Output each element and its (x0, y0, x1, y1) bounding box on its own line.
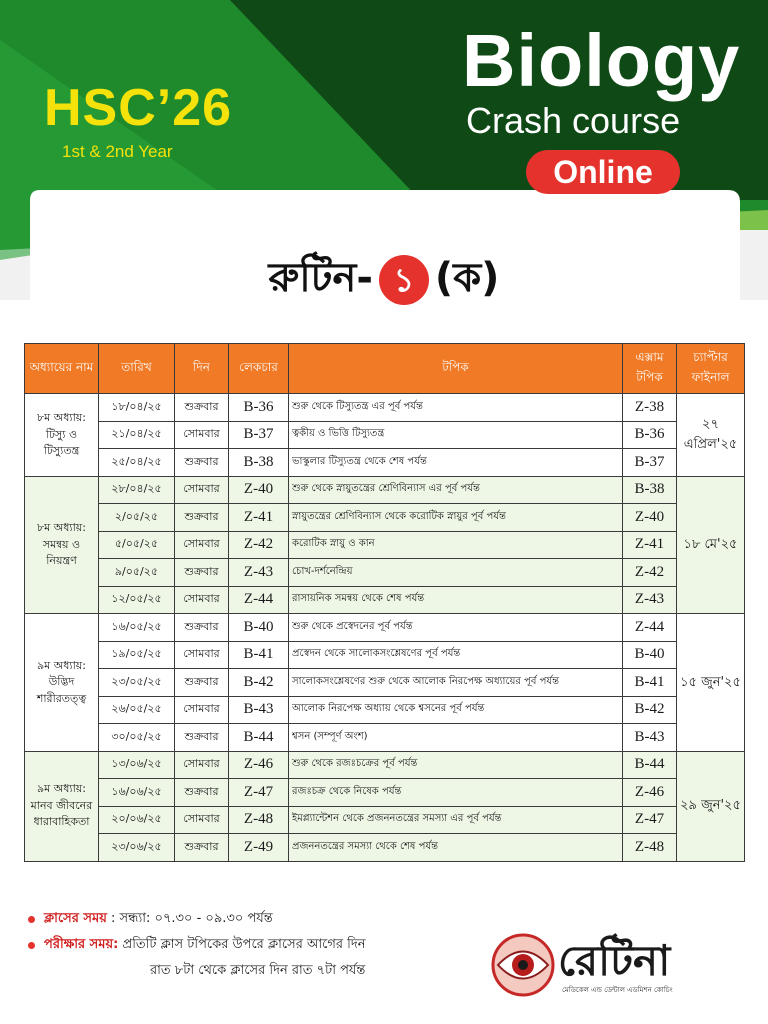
routine-prefix: রুটিন- (268, 255, 373, 301)
course-title: Crash course (466, 100, 681, 141)
exam-time-label: পরীক্ষার সময়: (44, 937, 119, 952)
table-row (25, 669, 745, 697)
header-chapter-final: চ্যাপ্টার ফাইনাল (677, 344, 745, 394)
exam-time-value: প্রতিটি ক্লাস টপিকের উপরে ক্লাসের আগের দিন (122, 937, 366, 952)
day-cell: শুক্রবার (175, 669, 229, 697)
date-cell: ২০/০৬/২৫ (99, 806, 175, 834)
lecture-cell: B-41 (229, 641, 289, 669)
topic-cell: শুরু থেকে প্রস্বেদনের পূর্ব পর্যন্ত (289, 614, 623, 642)
eye-icon (488, 930, 558, 1000)
table-row (25, 779, 745, 807)
table-header-row (25, 344, 745, 394)
table-row (25, 586, 745, 614)
lecture-cell: B-38 (229, 449, 289, 477)
routine-number-badge: ১ (379, 255, 429, 305)
header-date: তারিখ (99, 344, 175, 394)
header-lecture: লেকচার (229, 344, 289, 394)
date-cell: ১৬/০৫/২৫ (99, 614, 175, 642)
lecture-cell: B-37 (229, 421, 289, 449)
lecture-cell: B-42 (229, 669, 289, 697)
table-row (25, 724, 745, 752)
topic-cell: ইমপ্ল্যান্টেশন থেকে প্রজননতন্ত্রের সমস্যা এর পূর্ব পর্যন্ত (289, 806, 623, 834)
day-cell: সোমবার (175, 806, 229, 834)
table-row (25, 614, 745, 642)
class-time-note (28, 906, 478, 932)
subject-title (462, 18, 740, 103)
date-cell: ৯/০৫/২৫ (99, 559, 175, 587)
chapter-final-cell: ২৯ জুন'২৫ (677, 751, 745, 861)
topic-cell: শ্বসন (সম্পূর্ণ অংশ) (289, 724, 623, 752)
topic-cell: রজঃচক্র থেকে নিষেক পর্যন্ত (289, 779, 623, 807)
day-cell: সোমবার (175, 531, 229, 559)
topic-cell: শুরু থেকে টিস্যুতন্ত্র এর পূর্ব পর্যন্ত (289, 394, 623, 422)
lecture-cell: Z-47 (229, 779, 289, 807)
date-cell: ১৬/০৬/২৫ (99, 779, 175, 807)
exam-topic-cell: Z-43 (623, 586, 677, 614)
day-cell: শুক্রবার (175, 449, 229, 477)
header-topic: টপিক (289, 344, 623, 394)
table-row (25, 806, 745, 834)
table-row (25, 641, 745, 669)
day-cell: সোমবার (175, 421, 229, 449)
chapter-cell: ৯ম অধ্যায়: মানব জীবনের ধারাবাহিকতা (25, 751, 99, 861)
table-row (25, 421, 745, 449)
lecture-cell: Z-43 (229, 559, 289, 587)
lecture-cell: Z-41 (229, 504, 289, 532)
table-row (25, 504, 745, 532)
table-row (25, 559, 745, 587)
topic-cell: প্রস্বেদন থেকে সালোকসংশ্লেষণের পূর্ব পর্যন্ত (289, 641, 623, 669)
topic-cell: ত্বকীয় ও ভিত্তি টিস্যুতন্ত্র (289, 421, 623, 449)
chapter-cell: ৯ম অধ্যায়: উদ্ভিদ শারীরতত্ত্ব (25, 614, 99, 752)
lecture-cell: Z-46 (229, 751, 289, 779)
lecture-cell: Z-49 (229, 834, 289, 862)
chapter-final-cell: ২৭ এপ্রিল'২৫ (677, 394, 745, 477)
date-cell: ১৮/০৪/২৫ (99, 394, 175, 422)
chapter-cell: ৮ম অধ্যায়: সমন্বয় ও নিয়ন্ত্রণ (25, 476, 99, 614)
topic-cell: শুরু থেকে স্নায়ুতন্ত্রের শ্রেণিবিন্যাস এর পূর্ব পর্যন্ত (289, 476, 623, 504)
table-row (25, 531, 745, 559)
logo-tagline: মেডিকেল এন্ড ডেন্টাল এডমিশন কোচিং (562, 986, 673, 994)
exam-topic-cell: B-38 (623, 476, 677, 504)
day-cell: শুক্রবার (175, 559, 229, 587)
table-row (25, 751, 745, 779)
date-cell: ২৩/০৫/২৫ (99, 669, 175, 697)
date-cell: ২৬/০৫/২৫ (99, 696, 175, 724)
date-cell: ১৩/০৬/২৫ (99, 751, 175, 779)
exam-topic-cell: Z-42 (623, 559, 677, 587)
routine-title (0, 246, 768, 313)
logo-name: রেটিনা (558, 936, 671, 985)
exam-topic-cell: Z-47 (623, 806, 677, 834)
day-cell: সোমবার (175, 586, 229, 614)
chapter-final-cell: ১৮ মে'২৫ (677, 476, 745, 614)
day-cell: শুক্রবার (175, 834, 229, 862)
topic-cell: চোখ-দর্শনেন্দ্রিয় (289, 559, 623, 587)
topic-cell: শুরু থেকে রজঃচক্রের পূর্ব পর্যন্ত (289, 751, 623, 779)
date-cell: ১৯/০৫/২৫ (99, 641, 175, 669)
exam-time-note (28, 932, 478, 984)
table-row (25, 476, 745, 504)
lecture-cell: B-40 (229, 614, 289, 642)
header-chapter: অধ্যায়ের নাম (25, 344, 99, 394)
day-cell: শুক্রবার (175, 779, 229, 807)
day-cell: সোমবার (175, 751, 229, 779)
exam-topic-cell: B-43 (623, 724, 677, 752)
lecture-cell: Z-48 (229, 806, 289, 834)
exam-topic-cell: Z-48 (623, 834, 677, 862)
day-cell: সোমবার (175, 641, 229, 669)
exam-topic-cell: B-36 (623, 421, 677, 449)
exam-topic-cell: Z-41 (623, 531, 677, 559)
day-cell: শুক্রবার (175, 614, 229, 642)
header-exam-topic: এক্সাম টপিক (623, 344, 677, 394)
exam-title: HSC’26 (44, 79, 233, 137)
exam-topic-cell: B-42 (623, 696, 677, 724)
class-time-value: : সন্ধ্যা: ০৭.৩০ - ০৯.৩০ পর্যন্ত (111, 911, 273, 926)
table-row (25, 696, 745, 724)
online-badge: Online (526, 150, 680, 194)
topic-cell: প্রজননতন্ত্রের সমস্যা থেকে শেষ পর্যন্ত (289, 834, 623, 862)
topic-cell: করোটিক স্নায়ু ও কান (289, 531, 623, 559)
day-cell: শুক্রবার (175, 394, 229, 422)
date-cell: ৫/০৫/২৫ (99, 531, 175, 559)
date-cell: ২/০৫/২৫ (99, 504, 175, 532)
lecture-cell: Z-42 (229, 531, 289, 559)
lecture-cell: Z-40 (229, 476, 289, 504)
topic-cell: ভাস্কুলার টিস্যুতন্ত্র থেকে শেষ পর্যন্ত (289, 449, 623, 477)
day-cell: সোমবার (175, 476, 229, 504)
chapter-final-cell: ১৫ জুন'২৫ (677, 614, 745, 752)
header-day: দিন (175, 344, 229, 394)
lecture-cell: Z-44 (229, 586, 289, 614)
date-cell: ২৫/০৪/২৫ (99, 449, 175, 477)
lecture-cell: B-44 (229, 724, 289, 752)
date-cell: ২১/০৪/২৫ (99, 421, 175, 449)
schedule-notes (28, 906, 478, 984)
class-time-label: ক্লাসের সময় (44, 911, 107, 926)
date-cell: ১২/০৫/২৫ (99, 586, 175, 614)
day-cell: শুক্রবার (175, 724, 229, 752)
bullet-icon (28, 916, 35, 923)
exam-topic-cell: Z-38 (623, 394, 677, 422)
table-row (25, 834, 745, 862)
topic-cell: স্নায়ুতন্ত্রের শ্রেণিবিন্যাস থেকে করোটিক স্নায়ুর পূর্ব পর্যন্ত (289, 504, 623, 532)
lecture-cell: B-36 (229, 394, 289, 422)
day-cell: সোমবার (175, 696, 229, 724)
date-cell: ২৩/০৬/২৫ (99, 834, 175, 862)
table-row (25, 449, 745, 477)
topic-cell: সালোকসংশ্লেষণের শুরু থেকে আলোক নিরপেক্ষ অধ্যায়ের পূর্ব পর্যন্ত (289, 669, 623, 697)
bullet-icon (28, 942, 35, 949)
exam-topic-cell: B-37 (623, 449, 677, 477)
exam-topic-cell: Z-46 (623, 779, 677, 807)
exam-topic-cell: B-44 (623, 751, 677, 779)
retina-logo (488, 926, 738, 1016)
exam-topic-cell: Z-40 (623, 504, 677, 532)
exam-topic-cell: Z-44 (623, 614, 677, 642)
date-cell: ৩০/০৫/২৫ (99, 724, 175, 752)
topic-cell: রাসায়নিক সমন্বয় থেকে শেষ পর্যন্ত (289, 586, 623, 614)
routine-table (24, 343, 745, 862)
exam-time-value-2: রাত ৮টা থেকে ক্লাসের দিন রাত ৭টা পর্যন্ত (150, 963, 366, 978)
date-cell: ২৮/০৪/২৫ (99, 476, 175, 504)
day-cell: শুক্রবার (175, 504, 229, 532)
exam-year: 1st & 2nd Year (62, 142, 173, 161)
subject-text: Biology (462, 19, 741, 102)
lecture-cell: B-43 (229, 696, 289, 724)
exam-topic-cell: B-40 (623, 641, 677, 669)
chapter-cell: ৮ম অধ্যায়: টিস্যু ও টিস্যুতন্ত্র (25, 394, 99, 477)
routine-suffix: (ক) (434, 255, 500, 301)
topic-cell: আলোক নিরপেক্ষ অধ্যায় থেকে শ্বসনের পূর্ব পর্যন্ত (289, 696, 623, 724)
exam-topic-cell: B-41 (623, 669, 677, 697)
table-row (25, 394, 745, 422)
